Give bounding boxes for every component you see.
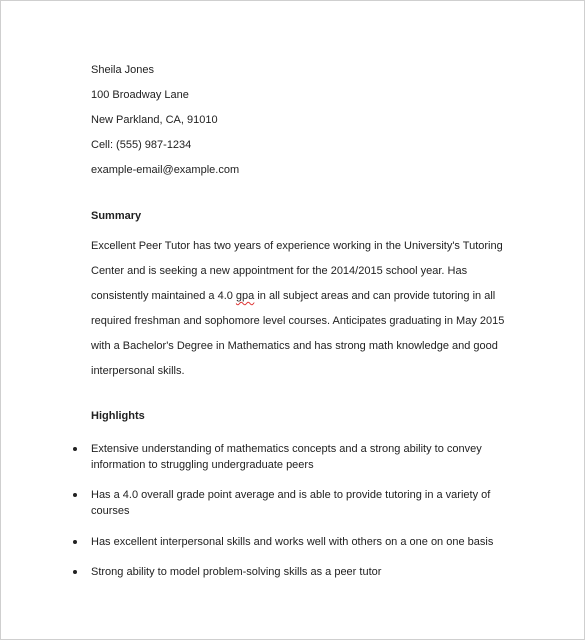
list-item-line: Extensive understanding of mathematics concepts and a strong ability to convey [91,443,482,455]
list-item [91,487,511,519]
contact-email: example-email@example.com [91,164,240,176]
list-item [91,564,511,580]
contact-name: Sheila Jones [91,64,154,76]
summary-line: required freshman and sophomore level courses. Anticipates graduating in May 2015 [91,315,505,327]
spellcheck-word: gpa [235,290,255,302]
list-item-line: information to struggling undergraduate peers [91,459,314,471]
list-item [91,534,511,550]
summary-paragraph [91,234,506,384]
list-item-line: Has excellent interpersonal skills and works well with others on a one on one basis [91,536,494,548]
list-item [91,441,511,473]
summary-line-part: consistently maintained a 4.0 [91,290,236,302]
summary-line: with a Bachelor's Degree in Mathematics and has strong math knowledge and good [91,340,498,352]
bullet-icon [73,540,77,544]
summary-line-part: in all subject areas and can provide tutoring in all [254,290,496,302]
bullet-icon [73,447,77,451]
highlights-heading: Highlights [91,410,145,422]
summary-heading: Summary [91,210,142,222]
summary-line: Excellent Peer Tutor has two years of experience working in the University's Tutoring [91,240,503,252]
summary-line [91,284,506,309]
list-item-line: courses [91,505,130,517]
list-item-line: Has a 4.0 overall grade point average and is able to provide tutoring in a variety of [91,489,491,501]
contact-city: New Parkland, CA, 91010 [91,114,218,126]
contact-address: 100 Broadway Lane [91,89,189,101]
contact-cell: Cell: (555) 987-1234 [91,139,192,151]
summary-line: interpersonal skills. [91,365,185,377]
list-item-line: Strong ability to model problem-solving skills as a peer tutor [91,566,382,578]
bullet-icon [73,570,77,574]
summary-line: Center and is seeking a new appointment for the 2014/2015 school year. Has [91,265,468,277]
bullet-icon [73,493,77,497]
contact-block [91,58,239,183]
